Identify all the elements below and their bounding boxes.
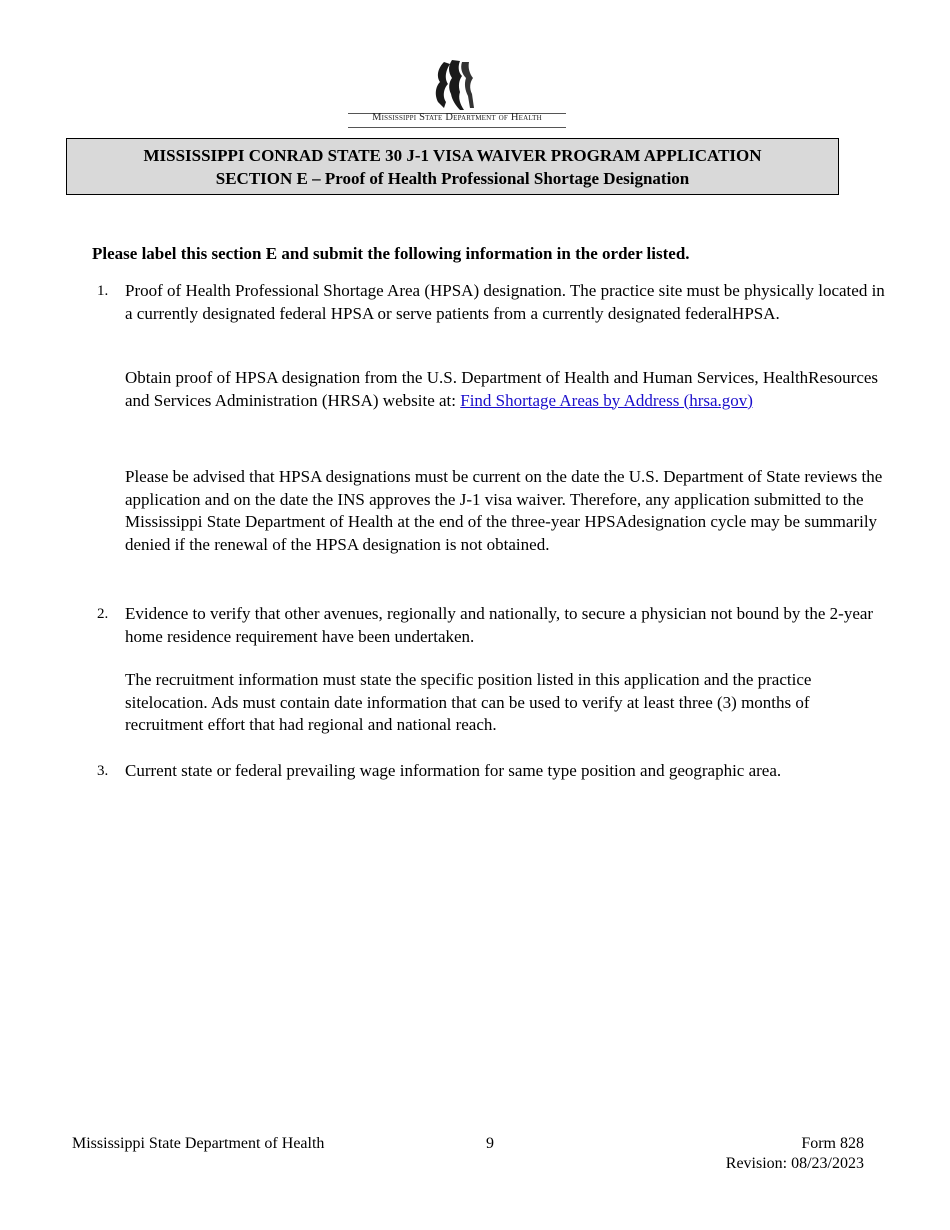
item-paragraph: Evidence to verify that other avenues, regionally and nationally, to secure a physician not bound by the 2-year home residence requirement have been undertaken.: [125, 604, 874, 646]
logo-org-name: Mississippi State Department of Health: [372, 112, 542, 123]
msdh-logo: [348, 58, 566, 130]
item-paragraph: [125, 367, 885, 412]
footer-org: Mississippi State Department of Health: [72, 1135, 325, 1152]
item-text: Obtain proof of HPSA designation from the U.S. Department of Health and Human Services, HealthResources and Services Administration (HRSA) website at:: [125, 368, 879, 410]
form-number: Form 828: [801, 1135, 864, 1152]
revision-date: Revision: 08/23/2023: [725, 1155, 864, 1172]
item-paragraph: Current state or federal prevailing wage information for same type position and geographic area.: [125, 761, 782, 780]
header-title: MISSISSIPPI CONRAD STATE 30 J-1 VISA WAIVER PROGRAM APPLICATION: [143, 146, 762, 165]
item-paragraph: Proof of Health Professional Shortage Area (HPSA) designation. The practice site must be physically located in a currently designated federal HPSA or serve patients from a currently designated federalHPSA.: [125, 281, 885, 323]
profiles-logo-icon: [348, 58, 566, 110]
list-number: 3.: [97, 763, 109, 779]
section-header: [66, 138, 839, 195]
item-paragraph: Please be advised that HPSA designations must be current on the date the U.S. Department of State reviews the application and on the date the INS approves the J-1 visa waiver. Therefore, any application submitted to the Mississippi State Department of Health at the end of the three-year HPSAdesignation cycle may be summarily denied if the renewal of the HPSA designation is not obtained.: [125, 467, 883, 554]
list-number: 1.: [97, 283, 109, 299]
footer-form-info: [726, 1134, 864, 1174]
header-subtitle: SECTION E – Proof of Health Professional Shortage Designation: [215, 169, 690, 188]
section-instructions: Please label this section E and submit the following information in the order listed.: [92, 244, 690, 263]
hrsa-shortage-areas-link[interactable]: Find Shortage Areas by Address (hrsa.gov): [460, 390, 753, 410]
list-number: 2.: [97, 606, 109, 622]
item-paragraph: The recruitment information must state the specific position listed in this application and the practice sitelocation. Ads must contain date information that can be used to verify at least three (3) months of recruitment effort that had regional and national reach.: [125, 670, 812, 734]
page-number: 9: [486, 1135, 494, 1152]
